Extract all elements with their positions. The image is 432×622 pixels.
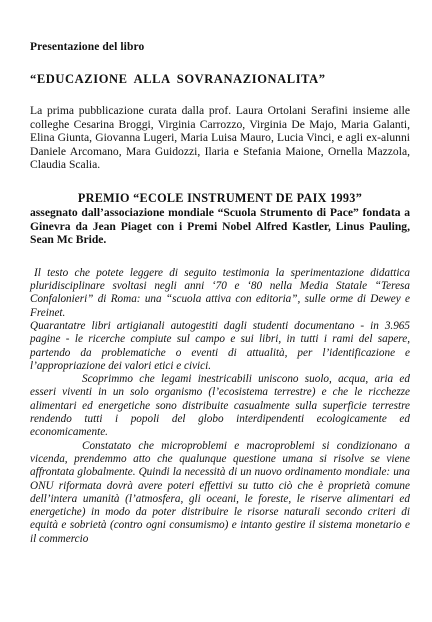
prize-details: assegnato dall’associazione mondiale “Scuola Strumento di Pace” fondata a Ginevra da Jean Piaget con i Premi Nobel Alfred Kastler, Linus Pauling, Sean Mc Bride.	[30, 205, 410, 247]
section-heading: Presentazione del libro	[30, 41, 145, 53]
credits-paragraph: La prima pubblicazione curata dalla prof. Laura Ortolani Serafini insieme alle colleghe Cesarina Broggi, Virginia Carrozzo, Virginia De Majo, Maria Galanti, Elina Giunta, Giovanna Lugeri, Maria Luisa Mauro, Lucia Vinci, e agli ex-alunni Daniele Arcomano, Mara Guidozzi, Ilaria e Stefania Maione, Ornella Mazzola, Claudia Scalia.	[30, 104, 410, 172]
prize-title: PREMIO “ECOLE INSTRUMENT DE PAIX 1993”	[77, 190, 363, 205]
body-text	[30, 267, 410, 546]
paragraph-books: Quarantatre libri artigianali autogestiti dagli studenti documentano - in 3.965 pagine - le ricerche compiute sul campo e sui libri, in tutti i rami del sapere, partendo da problematiche o eventi di attualità, per l’identificazione e l’appropriazione dei valori etici e civici.	[30, 319, 410, 372]
paragraph-ecosystem: Scoprimmo che legami inestricabili uniscono suolo, acqua, aria ed esseri viventi in un solo organismo (l’ecosistema terrestre) e che le ricchezze alimentari ed energetiche sono distribuite casualmente sulla superficie terrestre rendendo tutti i popoli del globo interdipendenti ecologicamente ed economicamente.	[30, 373, 410, 439]
paragraph-world-order: Constatato che microproblemi e macroproblemi si condizionano a vicenda, prendemmo atto che qualunque questione umana si risolve se viene affrontata globalmente. Quindi la necessità di un nuovo ordinamento mondiale: una ONU riformata dovrà avere poteri effettivi su tutto ciò che è proprietà comune dell’intera umanità (l’atmosfera, gli oceani, le foreste, le riserve alimentari ed energetiche) in modo da poter distribuire le risorse naturali secondo criteri di equità e sobrietà (contro ogni consumismo) e intanto gestire il sistema monetario e il commercio	[30, 439, 410, 545]
paragraph-intro: Il testo che potete leggere di seguito testimonia la sperimentazione didattica pluridisciplinare svoltasi negli anni ‘70 e ‘80 nella Media Statale “Teresa Confalonieri” di Roma: una “scuola attiva con editoria”, sulle orme di Dewey e Freinet.	[30, 266, 410, 319]
book-title: “EDUCAZIONE ALLA SOVRANAZIONALITA”	[30, 72, 326, 86]
